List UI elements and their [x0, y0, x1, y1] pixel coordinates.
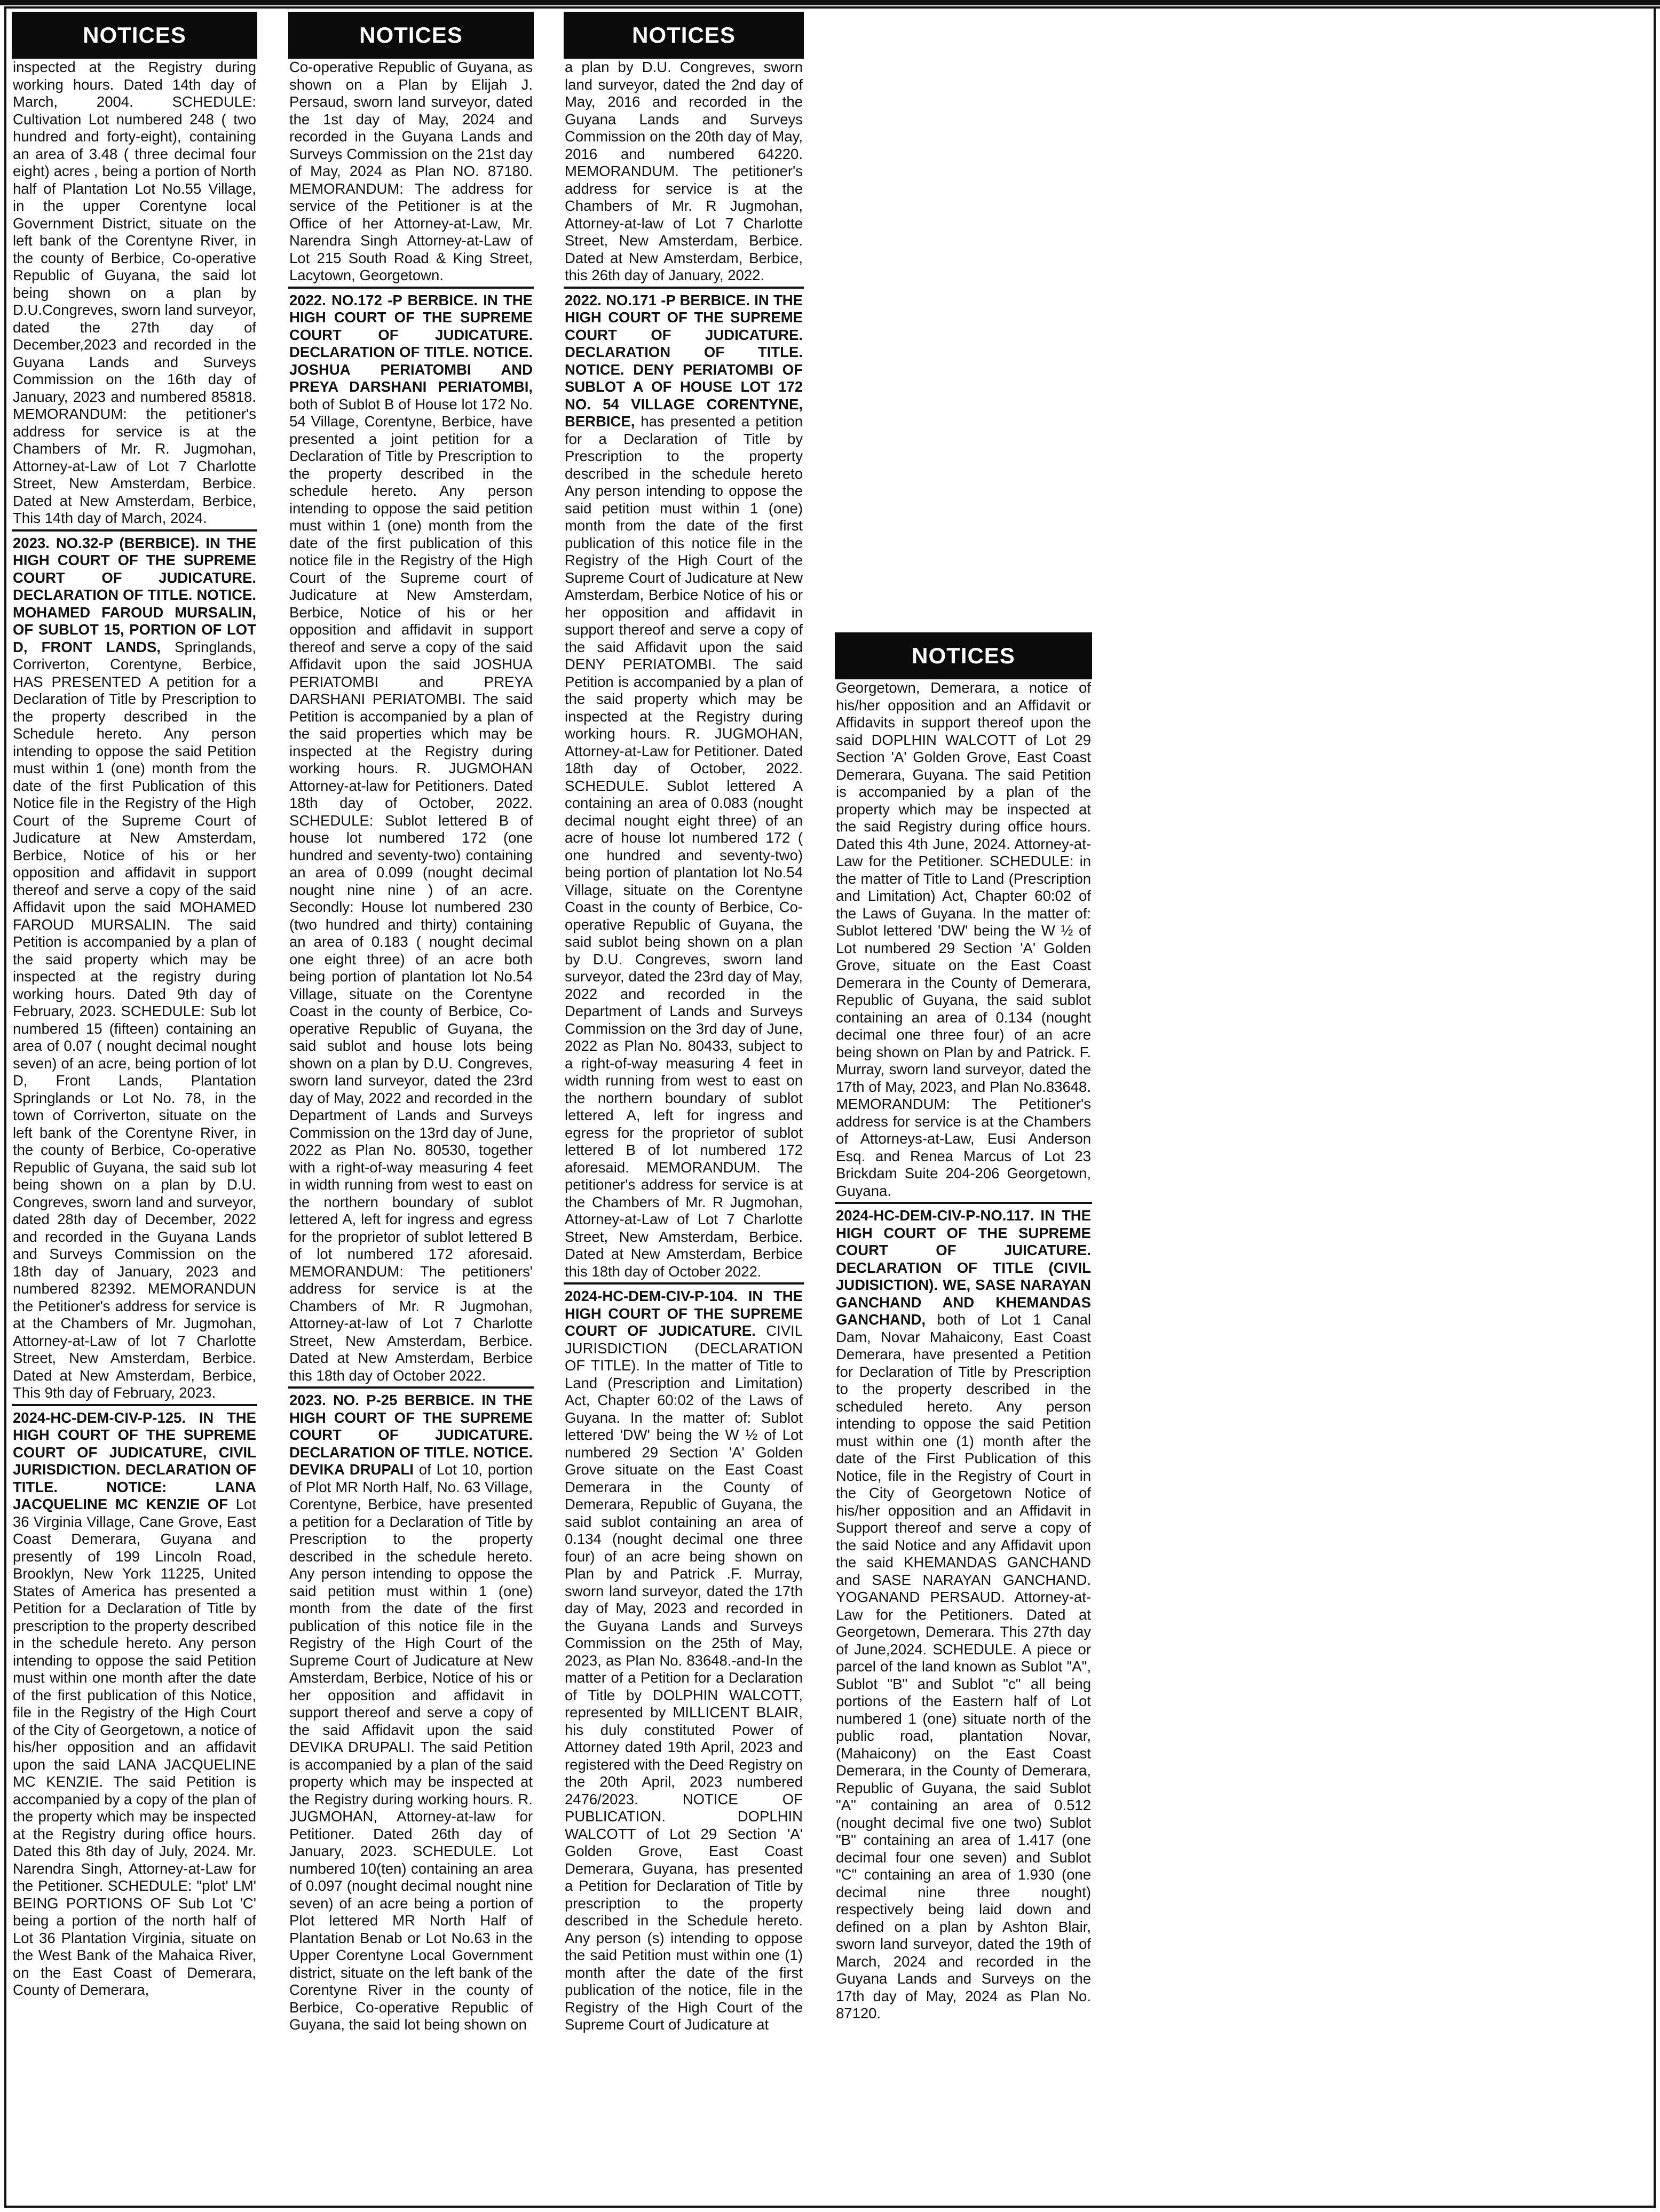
notice-continuation — [835, 679, 1092, 1204]
notice-item — [288, 1392, 534, 2036]
column-body — [288, 59, 534, 2036]
notice-heading: 2024-HC-DEM-CIV-P-NO.117. IN THE HIGH COURT OF THE SUPREME COURT OF JUICATURE. DECLARATION OF TITLE (CIVIL JUDISICTION). WE, SASE NARAYAN GANCHAND AND KHEMANDAS GANCHAND, — [836, 1207, 1091, 1328]
notice-heading: 2022. NO.172 -P BERBICE. IN THE HIGH COURT OF THE SUPREME COURT OF JUDICATURE. DECLARATION OF TITLE. NOTICE. JOSHUA PERIATOMBI AND PREYA DARSHANI PERIATOMBI, — [289, 291, 533, 395]
section-header: NOTICES — [12, 12, 257, 59]
bottom-border — [4, 2206, 1656, 2208]
notice-text: a plan by D.U. Congreves, sworn land surveyor, dated the 2nd day of May, 2016 and recorded in the Guyana Lands and Surveys Commission on the 20th day of May, 2016 and numbered 64220. MEMORANDUM. The petitioner's address for service is at the Chambers of Mr. R Jugmohan, Attorney-at-law of Lot 7 Charlotte Street, New Amsterdam, Berbice. Dated at New Amsterdam, Berbice, this 26th day of January, 2022. — [565, 59, 803, 283]
column-body — [12, 59, 257, 2001]
top-border — [0, 0, 1660, 5]
notice-item — [564, 1288, 804, 2036]
notice-heading: 2024-HC-DEM-CIV-P-125. IN THE HIGH COURT OF THE SUPREME COURT OF JUDICATURE, CIVIL JURISDICTION. DECLARATION OF TITLE. NOTICE: LANA JACQUELINE MC KENZIE OF — [13, 1409, 256, 1512]
column-4 — [835, 632, 1092, 2028]
notice-continuation — [564, 59, 804, 289]
notice-text: Co-operative Republic of Guyana, as shown on a Plan by Elijah J. Persaud, sworn land surveyor, dated the 1st day of May, 2024 and recorded in the Guyana Lands and Surveys Commission on the 21st day of May, 2024 as Plan NO. 87180. MEMORANDUM: The address for service of the Petitioner is at the Office of her Attorney-at-Law, Mr. Narendra Singh Attorney-at-Law of Lot 215 South Road & King Street, Lacytown, Georgetown. — [289, 59, 533, 283]
section-header: NOTICES — [835, 632, 1092, 679]
notice-heading: 2022. NO.171 -P BERBICE. IN THE HIGH COURT OF THE SUPREME COURT OF JUDICATURE. DECLARATION OF TITLE. NOTICE. DENY PERIATOMBI OF SUBLOT A OF HOUSE LOT 172 NO. 54 VILLAGE CORENTYNE, BERBICE, — [565, 291, 803, 430]
top-rule — [4, 6, 1660, 9]
notice-continuation — [12, 59, 257, 532]
notice-heading: 2023. NO.32-P (BERBICE). IN THE HIGH COURT OF THE SUPREME COURT OF JUDICATURE. DECLARATION OF TITLE. NOTICE. MOHAMED FAROUD MURSALIN, OF SUBLOT 15, PORTION OF LOT D, FRONT LANDS, — [13, 534, 256, 655]
notice-text: Lot 36 Virginia Village, Cane Grove, East Coast Demerara, Guyana and presently of 199 Lincoln Road, Brooklyn, New York 11225, United States of America has presented a Petition for a Declaration of Title by prescription to the property described in the schedule hereto. Any person intending to oppose the said Petition must within one month after the date of the first publication of this Notice, file in the Registry of the High Court of the City of Georgetown, a notice of his/her opposition and an affidavit upon the said LANA JACQUELINE MC KENZIE. The said Petition is accompanied by a copy of the plan of the property which may be inspected at the Registry during office hours. Dated this 8th day of July, 2024. Mr. Narendra Singh, Attorney-at-Law for the Petitioner. SCHEDULE: "plot' LM' BEING PORTIONS OF Sub Lot 'C' being a portion of the north half of Lot 36 Plantation Virginia, situate on the West Bank of the Mahaica River, on the East Coast of Demerara, County of Demerara, — [13, 1496, 256, 1998]
section-header: NOTICES — [288, 12, 534, 59]
notice-heading: 2024-HC-DEM-CIV-P-104. IN THE HIGH COURT OF THE SUPREME COURT OF JUDICATURE. — [565, 1288, 803, 1339]
column-1 — [12, 12, 257, 2004]
notice-item — [12, 1409, 257, 2001]
left-border — [4, 6, 6, 2208]
notice-text: both of Sublot B of House lot 172 No. 54 Village, Corentyne, Berbice, have presented a joint petition for a Declaration of Title by Prescription to the property described in the schedule hereto. Any person intending to oppose the said petition must within 1 (one) month from the date of the first publication of this notice file in the Registry of the High Court of the Supreme court of Judicature at New Amsterdam, Berbice, Notice of his or her opposition and affidavit in support thereof and serve a copy of the said Affidavit upon the said JOSHUA PERIATOMBI and PREYA DARSHANI PERIATOMBI. The said Petition is accompanied by a plan of the said properties which may be inspected at the Registry during working hours. R. JUGMOHAN Attorney-at-law for Petitioners. Dated 18th day of October, 2022. SCHEDULE: Sublot lettered B of house lot numbered 172 (one hundred and seventy-two) containing an area of 0.099 (nought decimal nought nine nine ) of an acre. Secondly: House lot numbered 230 (two hundred and thirty) containing an area of 0.183 ( nought decimal one eight three) of an acre both being portion of plantation lot No.54 Village, situate on the Corentyne Coast in the county of Berbice, Co-operative Republic of Guyana, the said sublot and house lots being shown on a plan by D.U. Congreves, sworn land surveyor, dated the 23rd day of May, 2022 and recorded in the Department of Lands and Surveys Commission on the 13rd day of June, 2022 as Plan No. 80530, together with a right-of-way measuring 4 feet in width running from west to east on the northern boundary of sublot lettered A, left for ingress and egress for the proprietor of sublot lettered B of lot numbered 172 aforesaid. MEMORANDUM: The petitioners' address for service is at the Chambers of Mr. R Jugmohan, Attorney-at-law of Lot 7 Charlotte Street, New Amsterdam, Berbice. Dated at New Amsterdam, Berbice this 18th day of October 2022. — [289, 395, 533, 1384]
notice-text: has presented a petition for a Declaration of Title by Prescription to the property described in the schedule hereto Any person intending to oppose the said petition must within 1 (one) month from the date of the first publication of this notice file in the Registry of the High Court of the Supreme Court of Judicature at New Amsterdam, Berbice Notice of his or her opposition and affidavit in support thereof and serve a copy of the said Affidavit upon the said DENY PERIATOMBI. The said Petition is accompanied by a plan of the said property which may be inspected at the Registry during working hours. R. JUGMOHAN, Attorney-at-Law for Petitioner. Dated 18th day of October, 2022. SCHEDULE. Sublot lettered A containing an area of 0.083 (nought decimal nought eight three) of an acre of house lot numbered 172 ( one hundred and seventy-two) being portion of plantation lot No.54 Village, situate on the Corentyne Coast in the county of Berbice, Co-operative Republic of Guyana, the said sublot being shown on a plan by D.U. Congreves, sworn land surveyor, dated the 23rd day of May, 2022 and recorded in the Department of Lands and Surveys Commission on the 3rd day of June, 2022 as Plan No. 80433, subject to a right-of-way measuring 4 feet in width running from west to east on the northern boundary of sublot lettered A, left for ingress and egress for the proprietor of sublot lettered B of lot numbered 172 aforesaid. MEMORANDUM. The petitioner's address for service is at the Chambers of Mr. R Jugmohan, Attorney-at-Law of Lot 7 Charlotte Street, New Amsterdam, Berbice. Dated at New Amsterdam, Berbice this 18th day of October 2022. — [565, 413, 803, 1280]
right-border — [1654, 6, 1656, 2208]
notice-text: Springlands, Corriverton, Corentyne, Berbice, HAS PRESENTED A petition for a Declaration of Title by Prescription to the property described in the Schedule hereto. Any person intending to oppose the said Petition must within 1 (one) month from the date of the first Publication of this Notice file in the Registry of the High Court of the Supreme Court of Judicature at New Amsterdam, Berbice, Notice of his or her opposition and affidavit in support thereof and serve a copy of the said Affidavit upon the said MOHAMED FAROUD MURSALIN. The said Petition is accompanied by a plan of the said property which may be inspected at the registry during working hours. Dated 9th day of February, 2023. SCHEDULE: Sub lot numbered 15 (fifteen) containing an area of 0.07 ( nought decimal nought seven) of an acre, being portion of lot D, Front Lands, Plantation Springlands or Lot No. 78, in the town of Corriverton, situate on the left bank of the Corentyne River, in the county of Berbice, Co-operative Republic of Guyana, the said sub lot being shown on a plan by D.U. Congreves, sworn land and surveyor, dated 28th day of December, 2022 and recorded in the Guyana Lands and Surveys Commission on the 18th day of January, 2023 and numbered 82392. MEMORANDUN the Petitioner's address for service is at the Chambers of Mr. Jugmohan, Attorney-at-Law of lot 7 Charlotte Street, New Amsterdam, Berbice. Dated at New Amsterdam, Berbice, This 9th day of February, 2023. — [13, 638, 256, 1401]
notice-text: Georgetown, Demerara, a notice of his/her opposition and an Affidavit or Affidavits in support thereof upon the said DOPLHIN WALCOTT of Lot 29 Section 'A' Golden Grove, East Coast Demerara, Guyana. The said Petition is accompanied by a plan of the property which may be inspected at the said Registry during office hours. Dated this 4th June, 2024. Attorney-at-Law for the Petitioner. SCHEDULE: in the matter of Title to Land (Prescription and Limitation) Act, Chapter 60:02 of the Laws of Guyana. In the matter of: Sublot lettered 'DW' being the W ½ of Lot numbered 29 Section 'A' Golden Grove, situate on the East Coast Demerara in the County of Demerara, Republic of Guyana, the said sublot containing an area of 0.134 (nought decimal one three four) of an acre being shown on Plan by and Patrick. F. Murray, sworn land surveyor, dated the 17th of May, 2023, and Plan No.83648. MEMORANDUM: The Petitioner's address for service is at the Chambers of Attorneys-at-Law, Eusi Anderson Esq. and Renea Marcus of Lot 23 Brickdam Suite 204-206 Georgetown, Guyana. — [836, 679, 1091, 1199]
notice-item — [564, 292, 804, 1285]
column-body — [835, 679, 1092, 2025]
section-header: NOTICES — [564, 12, 804, 59]
column-2 — [288, 12, 534, 2039]
notice-continuation — [288, 59, 534, 289]
notice-text: both of Lot 1 Canal Dam, Novar Mahaicony, East Coast Demerara, have presented a Petition for Declaration of Title by Prescription to the property described in the scheduled hereto. Any person intending to oppose the said Petition must within one (1) month after the date of the First Publication of this Notice, file in the Registry of Court in the City of Georgetown Notice of his/her opposition and an Affidavit in Support thereof and serve a copy of the said Notice and any Affidavit upon the said KHEMANDAS GANCHAND and SASE NARAYAN GANCHAND. YOGANAND PERSAUD. Attorney-at-Law for the Petitioners. Dated at Georgetown, Demerara. This 27th day of June,2024. SCHEDULE. A piece or parcel of the land known as Sublot "A", Sublot "B" and Sublot "c" all being portions of the Eastern half of Lot numbered 1 (one) situate north of the public road, plantation Novar, (Mahaicony) on the East Coast Demerara, in the County of Demerara, Republic of Guyana, the said Sublot "A" containing an area of 0.512 (nought decimal five one two) Sublot "B" containing an area of 1.417 (one decimal four one seven) and Sublot "C" containing an area of 1.930 (one decimal nine three nought) respectively being laid down and defined on a plan by Ashton Blair, sworn land surveyor, dated the 19th of March, 2024 and recorded in the Guyana Lands and Surveys on the 17th day of May, 2024 as Plan No. 87120. — [836, 1311, 1091, 2021]
column-3 — [564, 12, 804, 2039]
notice-item — [12, 535, 257, 1406]
notice-text: inspected at the Registry during working hours. Dated 14th day of March, 2004. SCHEDULE: Cultivation Lot numbered 248 ( two hundred and forty-eight), containing an area of 3.48 ( three decimal four eight) acres , being a portion of North half of Plantation Lot No.55 Village, in the upper Corentyne local Government District, situate on the left bank of the Corentyne River, in the county of Berbice, Co-operative Republic of Guyana, the said lot being shown on a plan by D.U.Congreves, sworn land surveyor, dated the 27th day of December,2023 and recorded in the Guyana Lands and Surveys Commission on the 16th day of January, 2023 and numbered 85818. MEMORANDUM: the petitioner's address for service is at the Chambers of Mr. R. Jugmohan, Attorney-at-Law of Lot 7 Charlotte Street, New Amsterdam, Berbice. Dated at New Amsterdam, Berbice, This 14th day of March, 2024. — [13, 59, 256, 526]
notice-text: of Lot 10, portion of Plot MR North Half, No. 63 Village, Corentyne, Berbice, have presented a petition for a Declaration of Title by Prescription to the property described in the schedule hereto. Any person intending to oppose the said petition must within 1 (one) month from the date of the first publication of this notice file in the Registry of the High Court of the Supreme Court of Judicature at New Amsterdam, Berbice, Notice of his or her opposition and affidavit in support thereof and serve a copy of the said Affidavit upon the said DEVIKA DRUPALI. The said Petition is accompanied by a plan of the said property which may be inspected at the Registry during working hours. R. JUGMOHAN, Attorney-at-law for Petitioner. Dated 26th day of January, 2023. SCHEDULE. Lot numbered 10(ten) containing an area of 0.097 (nought decimal nought nine seven) of an acre being a portion of Plot lettered MR North Half of Plantation Benab or Lot No.63 in the Upper Corentyne Local Government district, situate on the left bank of the Corentyne River in the county of Berbice, Co-operative Republic of Guyana, the said lot being shown on — [289, 1461, 533, 2033]
column-body — [564, 59, 804, 2036]
notice-item — [835, 1207, 1092, 2025]
notice-item — [288, 292, 534, 1389]
notice-heading: 2023. NO. P-25 BERBICE. IN THE HIGH COURT OF THE SUPREME COURT OF JUDICATURE. DECLARATION OF TITLE. NOTICE. DEVIKA DRUPALI — [289, 1392, 533, 1478]
notice-text: CIVIL JURISDICTION (DECLARATION OF TITLE). In the matter of Title to Land (Prescription and Limitation) Act, Chapter 60:02 of the Laws of Guyana. In the matter of: Sublot lettered 'DW' being the W ½ of Lot numbered 29 Section 'A' Golden Grove situate on the East Coast Demerara in the County of Demerara, Republic of Guyana, the said sublot containing an area of 0.134 (nought decimal one three four) of an acre being shown on Plan by and Patrick .F. Murray, sworn land surveyor, dated the 17th day of May, 2023 and recorded in the Guyana Lands and Surveys Commission on the 25th of May, 2023, as Plan No. 83648.-and-In the matter of a Petition for a Declaration of Title by DOLPHIN WALCOTT, represented by MILLICENT BLAIR, his duly constituted Power of Attorney dated 19th April, 2023 and registered with the Deed Registry on the 20th April, 2023 numbered 2476/2023. NOTICE OF PUBLICATION. DOPLHIN WALCOTT of Lot 29 Section 'A' Golden Grove, East Coast Demerara, Guyana, has presented a Petition for Declaration of Title by prescription to the property described in the Schedule hereto. Any person (s) intending to oppose the said Petition must within one (1) month after the date of the first publication of the notice, file in the Registry of the High Court of the Supreme Court of Judicature at — [565, 1322, 803, 2033]
